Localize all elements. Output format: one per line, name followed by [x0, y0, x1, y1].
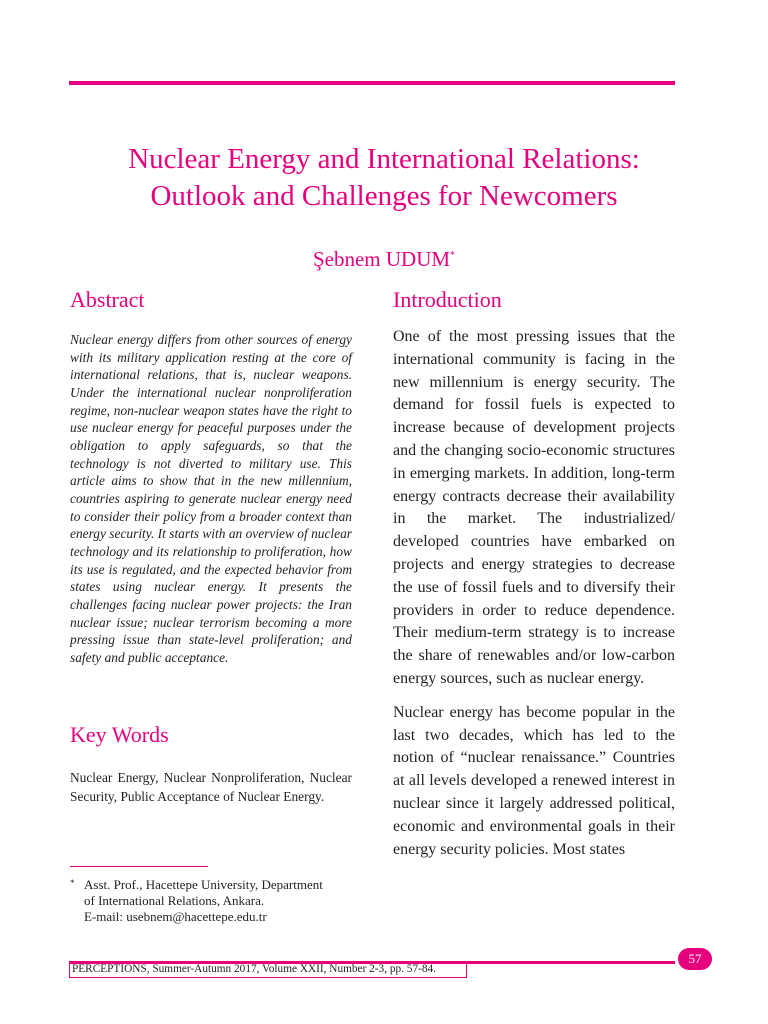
- abstract-text: Nuclear energy differs from other sources of energy with its military application resting at the core of international relations, that is, nuclear weapons. Under the international nuclear nonproliferation regime, non-nuclear weapon states have the right to use nuclear energy for peaceful purposes under the obligation to apply safeguards, so that the technology is not diverted to military use. This article aims to show that in the new millennium, countries aspiring to generate nuclear energy need to consider their policy from a broader context than energy security. It starts with an overview of nuclear technology and its relationship to proliferation, how its use is regulated, and the expected behavior from states using nuclear energy. It presents the challenges facing nuclear power projects: the Iran nuclear issue; nuclear terrorism becoming a more pressing issue than state-level proliferation; and safety and public acceptance.: [70, 332, 352, 665]
- footnote-line-2: of International Relations, Ankara.: [84, 893, 265, 908]
- title-line-2: Outlook and Challenges for Newcomers: [150, 180, 618, 212]
- title-line-1: Nuclear Energy and International Relations:: [128, 143, 640, 175]
- footnote-email[interactable]: E-mail: usebnem@hacettepe.edu.tr: [84, 909, 267, 924]
- author-text: Şebnem UDUM: [312, 247, 451, 271]
- footnote-mark: *: [70, 878, 75, 888]
- introduction-body: [393, 326, 675, 872]
- footnote-divider: [70, 866, 208, 867]
- abstract-heading: Abstract: [70, 287, 145, 312]
- article-title: [40, 141, 728, 215]
- intro-paragraph-1: One of the most pressing issues that the international community is facing in the new millennium is energy security. The demand for fossil fuels is expected to increase because of development projects and the changing socio-economic structures in emerging markets. In addition, long-term energy contracts decrease their availability in the market. The industrialized/ developed countries have embarked on projects and energy strategies to decrease the use of fossil fuels and to diversify their providers in order to reduce dependence. Their medium-term strategy is to increase the share of renewables and/or low-carbon energy sources, such as nuclear energy.: [393, 328, 675, 687]
- keywords-heading: Key Words: [70, 722, 169, 747]
- journal-citation: PERCEPTIONS, Summer-Autumn 2017, Volume XXII, Number 2-3, pp. 57-84.: [72, 963, 436, 975]
- footnote: [70, 877, 355, 925]
- top-rule: [69, 81, 675, 85]
- page-number-badge: 57: [678, 948, 712, 970]
- author-footnote-mark[interactable]: *: [450, 250, 456, 261]
- footnote-line-1: Asst. Prof., Hacettepe University, Department: [84, 877, 323, 892]
- intro-paragraph-2: Nuclear energy has become popular in the last two decades, which has led to the notion of “nuclear renaissance.” Countries at all levels developed a renewed interest in nuclear since it largely addressed political, economic and environmental goals in their energy security policies. Most states: [393, 703, 675, 858]
- introduction-heading: Introduction: [393, 287, 502, 312]
- keywords-text: Nuclear Energy, Nuclear Nonproliferation, Nuclear Security, Public Acceptance of Nuclear Energy.: [70, 770, 352, 804]
- author-name: [40, 246, 728, 272]
